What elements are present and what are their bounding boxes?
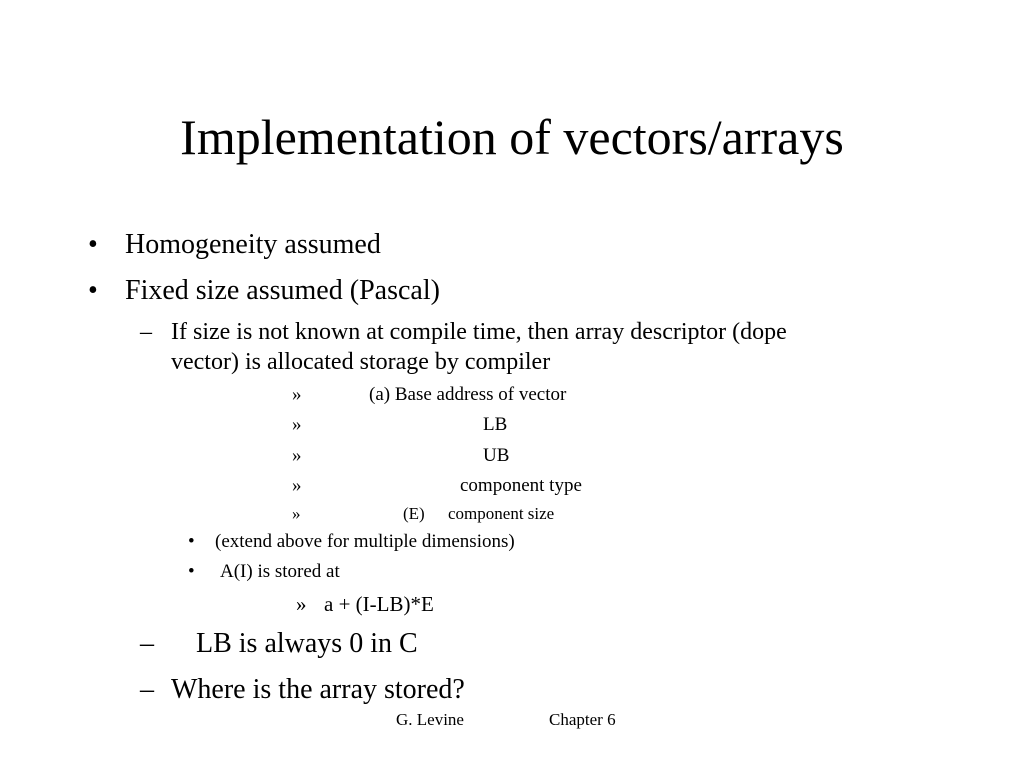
- descriptor-marker: »: [292, 475, 302, 496]
- descriptor-marker: »: [292, 504, 301, 523]
- descriptor-marker: »: [292, 414, 302, 435]
- small-bullet-marker: •: [188, 561, 195, 582]
- dash-item-where-stored: Where is the array stored?: [171, 674, 465, 705]
- dash-marker: –: [140, 319, 152, 345]
- descriptor-marker: »: [292, 445, 302, 466]
- formula-text: a + (I-LB)*E: [324, 592, 434, 616]
- descriptor-component-size: component size: [448, 504, 555, 523]
- dash-item-line-2: vector) is allocated storage by compiler: [171, 349, 551, 375]
- bullet-marker: •: [88, 229, 98, 260]
- small-bullet-stored-at: A(I) is stored at: [220, 561, 340, 582]
- slide-title: Implementation of vectors/arrays: [180, 109, 844, 165]
- dash-marker: –: [140, 674, 154, 705]
- dash-item-lb-zero: LB is always 0 in C: [196, 628, 418, 659]
- descriptor-marker: »: [292, 384, 302, 405]
- dash-marker: –: [140, 628, 154, 659]
- small-bullet-extend: (extend above for multiple dimensions): [215, 531, 515, 552]
- descriptor-ub: UB: [483, 445, 510, 466]
- small-bullet-marker: •: [188, 531, 195, 552]
- footer-chapter: Chapter 6: [549, 710, 616, 729]
- dash-item-line-1: If size is not known at compile time, then array descriptor (dope: [171, 319, 787, 345]
- descriptor-lb: LB: [483, 414, 508, 435]
- descriptor-label-e: (E): [403, 504, 425, 523]
- bullet-marker: •: [88, 275, 98, 306]
- descriptor-component-type: component type: [460, 475, 582, 496]
- bullet-homogeneity: Homogeneity assumed: [125, 229, 381, 260]
- descriptor-base-address: (a) Base address of vector: [369, 384, 567, 405]
- footer-author: G. Levine: [396, 710, 464, 729]
- formula-marker: »: [296, 592, 307, 616]
- bullet-fixed-size: Fixed size assumed (Pascal): [125, 275, 440, 306]
